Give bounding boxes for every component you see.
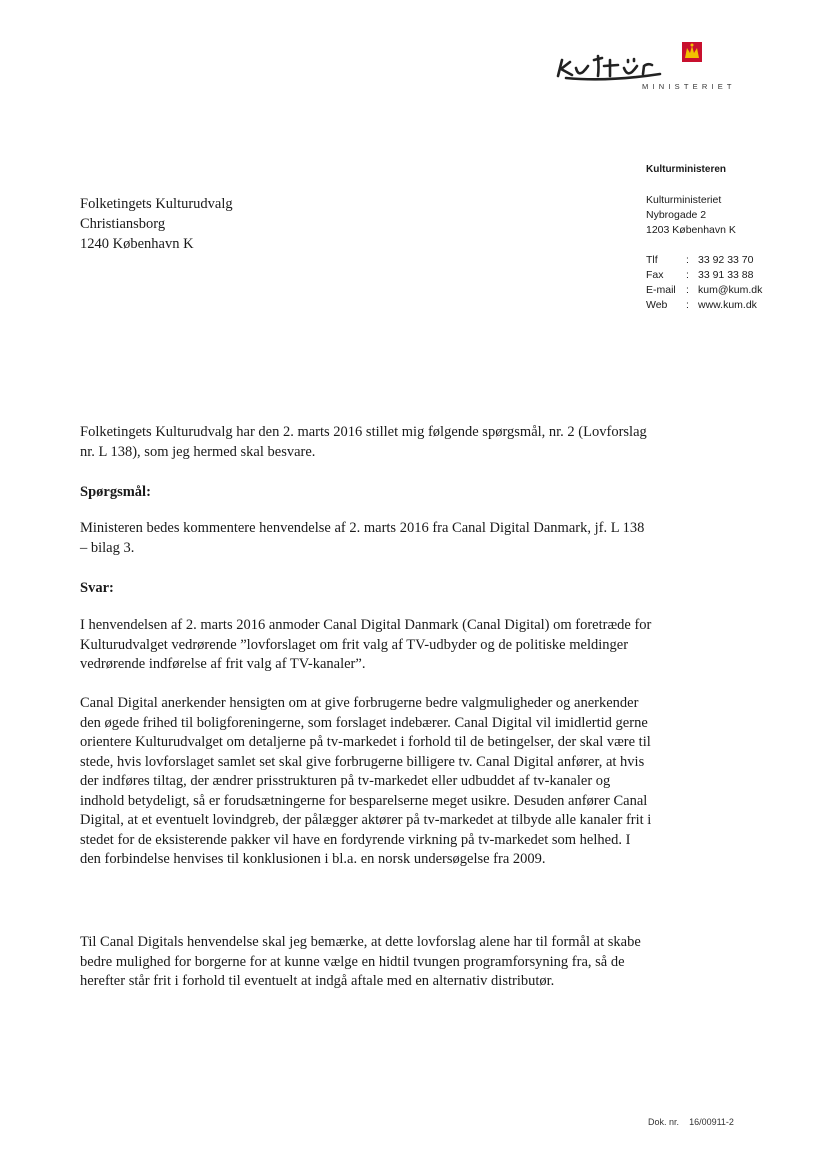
contact-sep: : [686, 284, 689, 296]
logo-subtitle: MINISTERIET [642, 82, 736, 91]
contact-row-phone [646, 253, 762, 268]
document-number [648, 1117, 734, 1127]
sender-address-line: 1203 København K [646, 224, 736, 236]
contact-label: Fax [646, 269, 664, 281]
contact-row-fax [646, 268, 762, 283]
contact-label: Web [646, 299, 668, 311]
recipient-line: Folketingets Kulturudvalg [80, 196, 233, 212]
recipient-line: 1240 København K [80, 236, 194, 252]
question-heading: Spørgsmål: [80, 484, 151, 500]
sender-address [646, 193, 736, 238]
answer-paragraph-3: Til Canal Digitals henvendelse skal jeg bemærke, at dette lovforslag alene har til formål at skabe bedre mulighed for borgerne for at kunne vælge en hidtil tvungen programforsyning fra, så de herefter står frit i forhold til eventuelt at indgå aftale med en alternativ distributør. [80, 934, 641, 989]
contact-row-email [646, 283, 762, 298]
question-paragraph: Ministeren bedes kommentere henvendelse af 2. marts 2016 fra Canal Digital Danmark, jf. L 138 – bilag 3. [80, 520, 645, 556]
contact-sep: : [686, 269, 689, 281]
sender-contact [646, 253, 762, 313]
sender-address-line: Nybrogade 2 [646, 209, 707, 221]
doc-number-value: 16/00911-2 [689, 1117, 734, 1127]
contact-label: E-mail [646, 284, 676, 296]
crown-icon [682, 42, 702, 62]
sender-title: Kulturministeren [646, 164, 727, 175]
contact-sep: : [686, 254, 689, 266]
intro-paragraph: Folketingets Kulturudvalg har den 2. marts 2016 stillet mig følgende spørgsmål, nr. 2 (Lovforslag nr. L 138), som jeg hermed skal besvare. [80, 424, 647, 460]
recipient-line: Christiansborg [80, 216, 166, 232]
contact-sep: : [686, 299, 689, 311]
contact-value: 33 91 33 88 [698, 269, 754, 281]
answer-heading: Svar: [80, 580, 114, 596]
contact-value: www.kum.dk [698, 299, 757, 311]
contact-value: 33 92 33 70 [698, 254, 754, 266]
sender-address-line: Kulturministeriet [646, 194, 722, 206]
answer-paragraph-2: Canal Digital anerkender hensigten om at give forbrugerne bedre valgmuligheder og anerkender den øgede frihed til boligforeningerne, som forslaget indebærer. Canal Digital vil imidlertid gerne orientere Kulturudvalget om detaljerne på tv-markedet i forhold til de betingelser, der skal være til stede, hvis lovforslaget samlet set skal give forbrugerne billigere tv. Canal Digital anfører, at hvis der indføres tiltag, der ændrer prisstrukturen på tv-markedet eller udbuddet af tv-kanaler og indhold betydeligt, så er forudsætningerne for besparelserne meget usikre. Desuden anfører Canal Digital, at et eventuelt lovindgreb, der pålægger aktører på tv-markedet at tilbyde alle kanaler frit i stedet for de eksisterende pakker vil have en fordyrende virkning på tv-markedet som helhed. I den forbindelse henvises til konklusionen i bl.a. en norsk undersøgelse fra 2009. [80, 695, 652, 867]
contact-label: Tlf [646, 254, 658, 266]
recipient-address [80, 194, 233, 254]
contact-value: kum@kum.dk [698, 284, 763, 296]
doc-number-label: Dok. nr. [648, 1117, 680, 1127]
answer-paragraph-1: I henvendelsen af 2. marts 2016 anmoder Canal Digital Danmark (Canal Digital) om foretræde for Kulturudvalget vedrørende ”lovforslaget om frit valg af TV-udbyder og de politiske meldinger vedrørende indførelse af frit valg af TV-kanaler”. [80, 617, 652, 672]
contact-row-web [646, 298, 762, 313]
